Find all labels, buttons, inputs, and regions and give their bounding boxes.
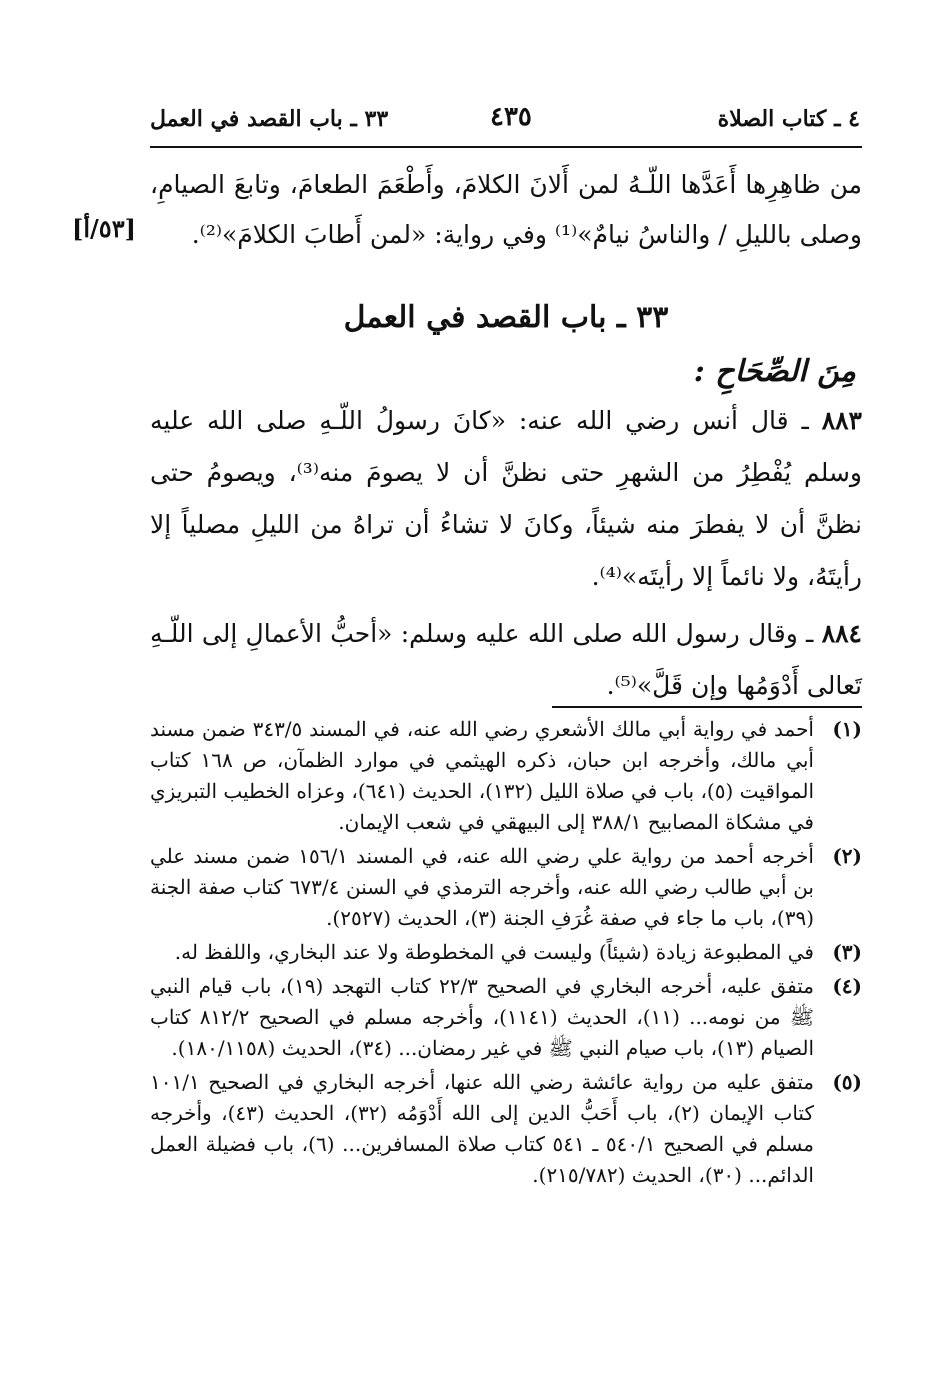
footnote <box>150 971 862 1064</box>
manuscript-folio-ref: [٥٣/أ] <box>72 214 136 243</box>
footnote-text: متفق عليه من رواية عائشة رضي الله عنها، أخرجه البخاري في الصحيح ١٠١/١ كتاب الإيمان (٢)، باب أَحَبُّ الدين إلى الله أَدْوَمُه (٣٢)، الحديث (٤٣)، وأخرجه مسلم في الصحيح ٥٤٠/١ ـ ٥٤١ كتاب صلاة المسافرين... (٦)، باب فضيلة العمل الدائم... (٣٠)، الحديث (٢١٥/٧٨٢). <box>150 1070 815 1187</box>
footnote-text: متفق عليه، أخرجه البخاري في الصحيح ٢٢/٣ كتاب التهجد (١٩)، باب قيام النبي ﷺ من نومه... (١١)، الحديث (١١٤١)، وأخرجه مسلم في الصحيح ٨١٢/٢ كتاب الصيام (١٣)، باب صيام النبي ﷺ في غير رمضان... (٣٤)، الحديث (١٨٠/١١٥٨). <box>150 974 815 1060</box>
hadith-number: ٨٨٤ <box>821 619 862 648</box>
footnote-divider <box>552 706 862 708</box>
footnote-text: أخرجه أحمد من رواية علي رضي الله عنه، في المسند ١٥٦/١ ضمن مسند علي بن أبي طالب رضي الله عنه، وأخرجه الترمذي في السنن ٦٧٣/٤ كتاب صفة الجنة (٣٩)، باب ما جاء في صفة غُرَفِ الجنة (٣)، الحديث (٢٥٢٧). <box>150 844 814 930</box>
header-book-title: ٤ ـ كتاب الصلاة <box>717 106 860 132</box>
page-number: ٤٣٥ <box>490 102 532 132</box>
footnotes <box>150 714 862 1194</box>
footnote-text: أحمد في رواية أبي مالك الأشعري رضي الله عنه، في المسند ٣٤٣/٥ ضمن مسند أبي مالك، وأخرجه ابن حبان، ذكره الهيثمي في موارد الظمآن، ص ١٦٨ كتاب المواقيت (٥)، باب في صلاة الليل (١٣٢)، الحديث (٦٤١)، وعزاه الخطيب التبريزي في مشكاة المصابيح ٣٨٨/١ إلى البيهقي في شعب الإيمان. <box>150 717 814 834</box>
hadith-text: ـ وقال رسول الله صلى الله عليه وسلم: «أحبُّ الأعمالِ إلى اللّـهِ تَعالى أَدْوَمُها وإن قَلَّ»⁽⁵⁾. <box>150 619 862 700</box>
footnote <box>150 714 862 838</box>
header-divider <box>150 146 862 148</box>
hadith-paragraph <box>150 608 862 712</box>
footnote-text: في المطبوعة زيادة (شيئاً) وليست في المخطوطة ولا عند البخاري، واللفظ له. <box>174 940 814 964</box>
source-heading: مِنَ الصِّحَاحِ : <box>693 354 856 389</box>
running-header <box>150 100 860 142</box>
footnote <box>150 841 862 934</box>
footnote-number: (٥) <box>832 1070 862 1094</box>
header-chapter-title: ٣٣ ـ باب القصد في العمل <box>150 106 389 132</box>
intro-paragraph: من ظاهِرِها أَعَدَّها اللّـهُ لمن أَلانَ الكلامَ، وأَطْعَمَ الطعامَ، وتابعَ الصيامِ، وصلى بالليلِ / والناسُ نيامٌ»⁽¹⁾ وفي رواية: «لمن أَطابَ الكلامَ»⁽²⁾. <box>150 170 862 249</box>
footnote <box>150 937 862 968</box>
footnote-number: (٤) <box>832 974 862 998</box>
footnote-number: (٢) <box>832 844 862 868</box>
hadith-paragraph <box>150 395 862 603</box>
footnote-number: (١) <box>832 717 862 741</box>
chapter-title: ٣٣ ـ باب القصد في العمل <box>343 300 669 335</box>
footnote-number: (٣) <box>832 940 862 964</box>
hadith-number: ٨٨٣ <box>821 406 862 435</box>
hadith-text: ـ قال أنس رضي الله عنه: «كانَ رسولُ اللّـهِ صلى الله عليه وسلم يُفْطِرُ من الشهرِ حتى نظنَّ أن لا يصومَ منه⁽³⁾، ويصومُ حتى نظنَّ أن لا يفطرَ منه شيئاً، وكانَ لا تشاءُ أن تراهُ من الليلِ مصلياً إلا رأيتَهُ، ولا نائماً إلا رأيتَه»⁽⁴⁾. <box>150 406 862 591</box>
footnote <box>150 1067 862 1191</box>
